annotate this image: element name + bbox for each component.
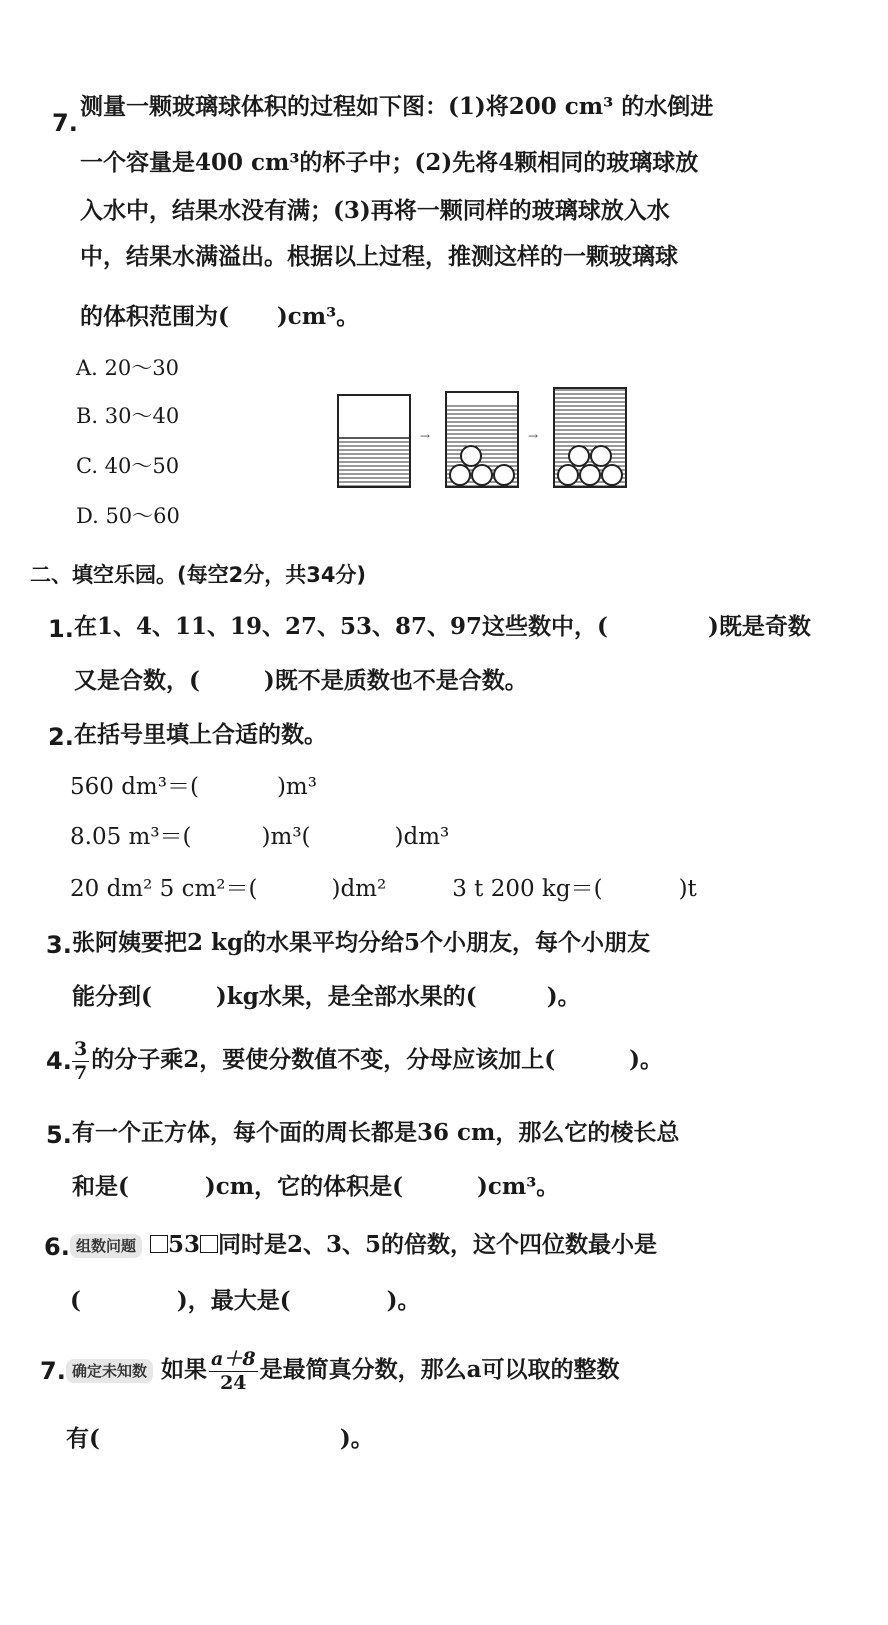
fraction: $\frac{3}{7}$	[74, 1037, 88, 1084]
digit-box[interactable]	[200, 1235, 218, 1253]
question-number: 5.	[46, 1121, 72, 1149]
question-text-line: 的体积范围为( )cm³。	[80, 303, 360, 330]
question-text-line: 能分到( )kg水果，是全部水果的( )。	[72, 983, 581, 1010]
conversion-row: 20 dm² 5 cm²＝( )dm² 3 t 200 kg＝( )t	[70, 876, 697, 902]
question-text-line: 入水中，结果水没有满；(3)再将一颗同样的玻璃球放入水	[80, 197, 670, 224]
question-text-line: 中，结果水满溢出。根据以上过程，推测这样的一颗玻璃球	[80, 243, 678, 270]
question-text-line: ( )，最大是( )。	[70, 1287, 421, 1314]
conversion-row: 560 dm³＝( )m³	[70, 774, 317, 800]
option-b[interactable]: B. 30～40	[76, 404, 180, 428]
question-number: 7.	[40, 1357, 66, 1385]
question-text-line: 一个容量是400 cm³的杯子中；(2)先将4颗相同的玻璃球放	[80, 149, 699, 176]
question-tag: 组数问题	[70, 1234, 142, 1258]
option-c[interactable]: C. 40～50	[76, 454, 180, 478]
question-number: 4.	[46, 1047, 72, 1075]
question-number: 7.	[52, 109, 78, 137]
arrow-icon: →	[528, 429, 539, 443]
fraction: $\frac{a+8}{24}$	[211, 1347, 256, 1394]
question-number: 6.	[44, 1233, 70, 1261]
beaker-3	[554, 388, 626, 487]
question-text-line: 在1、4、11、19、27、53、87、97这些数中，( )既是奇数	[74, 613, 811, 640]
question-number: 1.	[48, 615, 74, 643]
digit-box[interactable]	[150, 1235, 168, 1253]
question-number: 3.	[46, 931, 72, 959]
arrow-icon: →	[420, 429, 431, 443]
question-tag: 确定未知数	[66, 1359, 153, 1383]
question-text-line: 有一个正方体，每个面的周长都是36 cm，那么它的棱长总	[72, 1119, 680, 1146]
beaker-1	[338, 395, 410, 487]
question-text-line: 又是合数，( )既不是质数也不是合数。	[74, 667, 528, 694]
question-number: 2.	[48, 723, 74, 751]
beaker-diagram	[330, 380, 640, 490]
question-text-line: 张阿姨要把2 kg的水果平均分给5个小朋友，每个小朋友	[72, 929, 651, 956]
option-d[interactable]: D. 50～60	[76, 504, 180, 528]
question-text-line: 组数问题 53 同时是2、3、5的倍数，这个四位数最小是	[70, 1230, 657, 1260]
option-a[interactable]: A. 20～30	[76, 356, 179, 380]
conversion-row: 8.05 m³＝( )m³( )dm³	[70, 824, 450, 850]
question-text-line: $\frac{3}{7}$ 的分子乘2，要使分数值不变，分母应该加上( )。	[74, 1037, 664, 1084]
section-title: 二、填空乐园。(每空2分，共34分)	[30, 563, 367, 587]
question-text-line: 有( )。	[66, 1425, 374, 1452]
question-title: 在括号里填上合适的数。	[74, 721, 327, 748]
question-text-line: 测量一颗玻璃球体积的过程如下图：(1)将200 cm³ 的水倒进	[80, 93, 714, 120]
question-text-line: 确定未知数 如果 $\frac{a+8}{24}$ 是最简真分数，那么a可以取的整数	[66, 1342, 619, 1398]
question-text-line: 和是( )cm，它的体积是( )cm³。	[72, 1173, 560, 1200]
beaker-2	[446, 392, 518, 487]
